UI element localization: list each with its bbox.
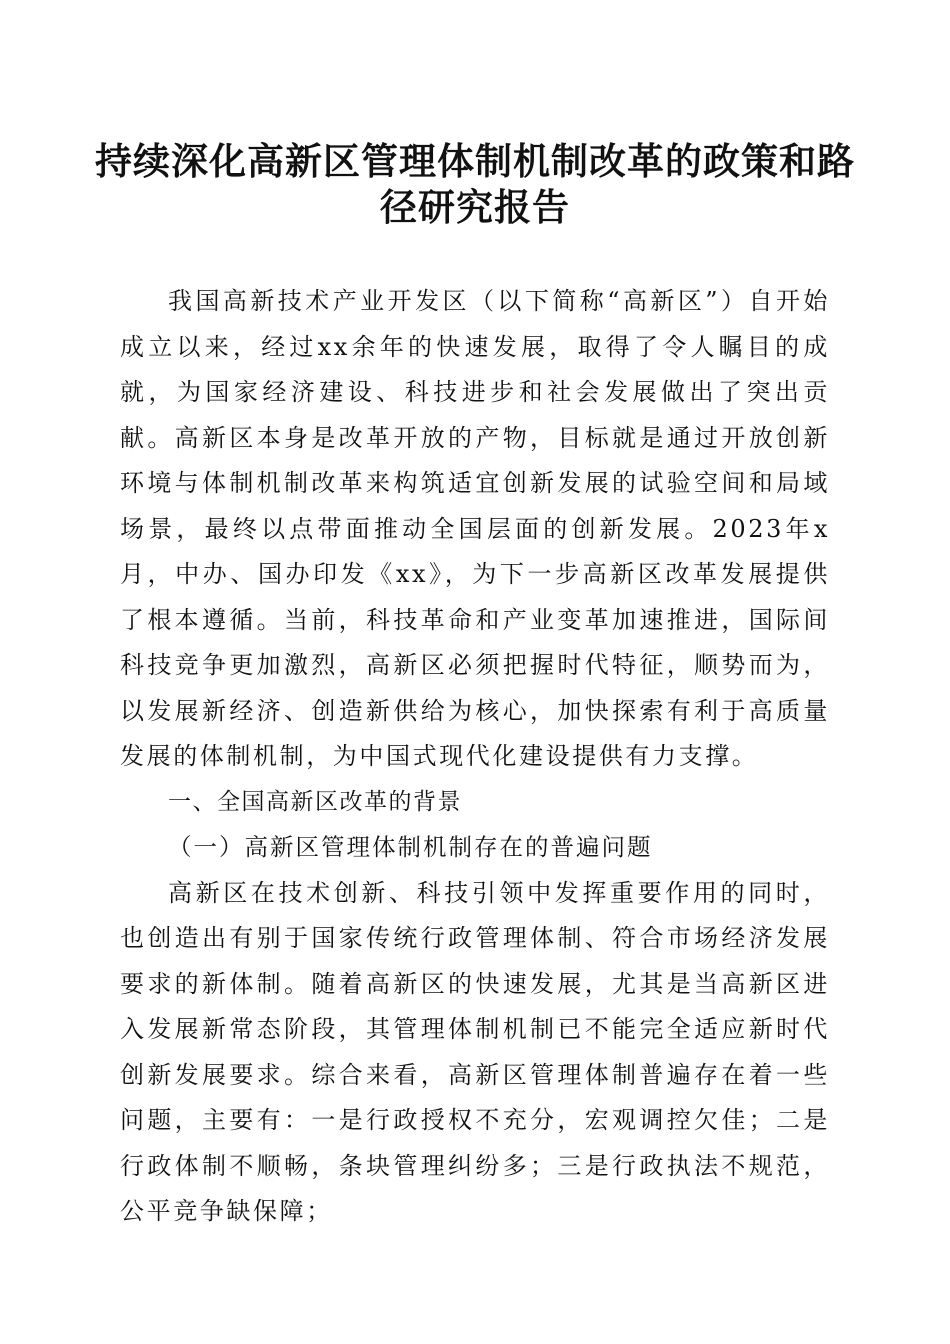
section-heading: 一、全国高新区改革的背景	[168, 788, 462, 815]
document-body	[120, 279, 830, 1235]
subsection-paragraph: 高新区在技术创新、科技引领中发挥重要作用的同时，也创造出有别于国家传统行政管理体制、符合市场经济发展要求的新体制。随着高新区的快速发展，尤其是当高新区进入发展新常态阶段，其管理体制机制已不能完全适应新时代创新发展要求。综合来看，高新区管理体制普遍存在着一些问题，主要有：一是行政授权不充分，宏观调控欠佳；二是行政体制不顺畅，条块管理纠纷多；三是行政执法不规范，公平竞争缺保障；	[120, 878, 830, 1225]
title-line-2: 径研究报告	[380, 185, 570, 229]
title-line-1: 持续深化高新区管理体制机制改革的政策和路	[95, 139, 855, 183]
intro-paragraph: 我国高新技术产业开发区（以下简称“高新区”）自开始成立以来，经过xx余年的快速发展，取得了令人瞩目的成就，为国家经济建设、科技进步和社会发展做出了突出贡献。高新区本身是改革开放的产物，目标就是通过开放创新环境与体制机制改革来构筑适宜创新发展的试验空间和局域场景，最终以点带面推动全国层面的创新发展。2023年x月，中办、国办印发《xx》，为下一步高新区改革发展提供了根本遵循。当前，科技革命和产业变革加速推进，国际间科技竞争更加激烈，高新区必须把握时代特征，顺势而为，以发展新经济、创造新供给为核心，加快探索有利于高质量发展的体制机制，为中国式现代化建设提供有力支撑。	[120, 287, 830, 770]
document-title	[60, 138, 890, 230]
subsection-heading: （一）高新区管理体制机制存在的普遍问题	[168, 833, 653, 861]
